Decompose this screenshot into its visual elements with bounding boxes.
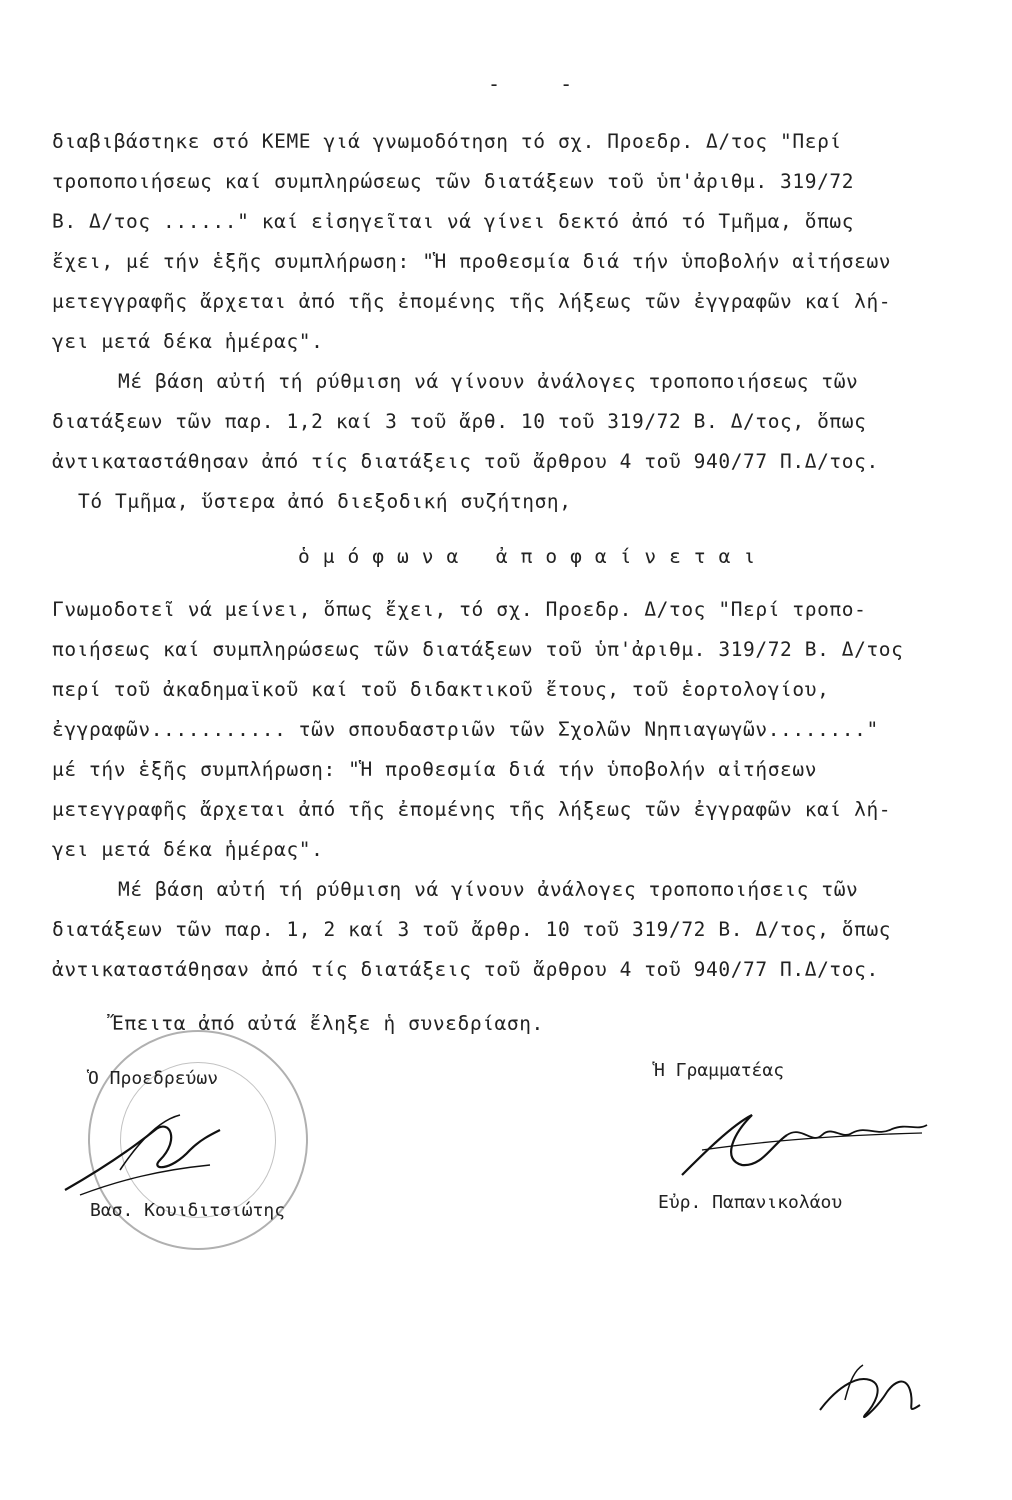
right-signature: [672, 1105, 942, 1185]
body-text-line: ἀντικαταστάθησαν ἀπό τίς διατάξεις τοῦ ἄρθρου 4 τοῦ 940/77 Π.Δ/τος.: [52, 450, 879, 473]
body-text-line: διατάξεων τῶν παρ. 1, 2 καί 3 τοῦ ἄρθρ. 10 τοῦ 319/72 Β. Δ/τος, ὅπως: [52, 918, 892, 941]
right-signatory-role: Ἡ Γραμματέας: [654, 1060, 785, 1081]
page-number: - -: [488, 72, 597, 96]
body-text-line: τροποποιήσεως καί συμπληρώσεως τῶν διατάξεων τοῦ ὑπ'ἀριθμ. 319/72: [52, 170, 855, 193]
body-text-line: ἐγγραφῶν........... τῶν σπουδαστριῶν τῶν Σχολῶν Νηπιαγωγῶν........": [52, 718, 879, 741]
body-text-line: γει μετά δέκα ἡμέρας".: [52, 838, 324, 861]
left-signatory-role: Ὁ Προεδρεύων: [88, 1068, 219, 1089]
decision-heading: ὁμόφωνα ἀποφαίνεται: [298, 545, 769, 568]
body-text-line: μετεγγραφῆς ἄρχεται ἀπό τῆς ἐπομένης τῆς λήξεως τῶν ἐγγραφῶν καί λή-: [52, 290, 892, 313]
body-text-line: γει μετά δέκα ἡμέρας".: [52, 330, 324, 353]
body-text-line: περί τοῦ ἀκαδημαϊκοῦ καί τοῦ διδακτικοῦ ἔτους, τοῦ ἑορτολογίου,: [52, 678, 830, 701]
body-text-line: ἔχει, μέ τήν ἑξῆς συμπλήρωση: "Ἡ προθεσμία διά τήν ὑποβολήν αἰτήσεων: [52, 250, 892, 273]
body-text-line: μέ τήν ἑξῆς συμπλήρωση: "Ἡ προθεσμία διά τήν ὑποβολήν αἰτήσεων: [52, 758, 818, 781]
body-text-line: Τό Τμῆμα, ὕστερα ἀπό διεξοδική συζήτηση,: [78, 490, 572, 513]
left-signature: [60, 1110, 230, 1200]
body-text-line: ποιήσεως καί συμπληρώσεως τῶν διατάξεων τοῦ ὑπ'ἀριθμ. 319/72 Β. Δ/τος: [52, 638, 904, 661]
closing-line: Ἔπειτα ἀπό αὐτά ἔληξε ἡ συνεδρίαση.: [112, 1012, 544, 1035]
body-text-line: διαβιβάστηκε στό ΚΕΜΕ γιά γνωμοδότηση τό σχ. Προεδρ. Δ/τος "Περί: [52, 130, 842, 153]
left-signatory-name: Βασ. Κουιδιτσιώτης: [90, 1200, 286, 1221]
right-signatory-name: Εὐρ. Παπανικολάου: [658, 1192, 843, 1213]
body-text-line: Μέ βάση αὐτή τή ρύθμιση νά γίνουν ἀνάλογες τροποποιήσεως τῶν: [118, 370, 859, 393]
body-text-line: Μέ βάση αὐτή τή ρύθμιση νά γίνουν ἀνάλογες τροποποιήσεις τῶν: [118, 878, 859, 901]
body-text-line: Γνωμοδοτεῖ νά μείνει, ὅπως ἔχει, τό σχ. Προεδρ. Δ/τος "Περί τροπο-: [52, 598, 867, 621]
body-text-line: διατάξεων τῶν παρ. 1,2 καί 3 τοῦ ἄρθ. 10 τοῦ 319/72 Β. Δ/τος, ὅπως: [52, 410, 867, 433]
body-text-line: Β. Δ/τος ......" καί εἰσηγεῖται νά γίνει δεκτό ἀπό τό Τμῆμα, ὅπως: [52, 210, 855, 233]
body-text-line: ἀντικαταστάθησαν ἀπό τίς διατάξεις τοῦ ἄρθρου 4 τοῦ 940/77 Π.Δ/τος.: [52, 958, 879, 981]
body-text-line: μετεγγραφῆς ἄρχεται ἀπό τῆς ἐπομένης τῆς λήξεως τῶν ἐγγραφῶν καί λή-: [52, 798, 892, 821]
initials-mark: [815, 1360, 935, 1430]
